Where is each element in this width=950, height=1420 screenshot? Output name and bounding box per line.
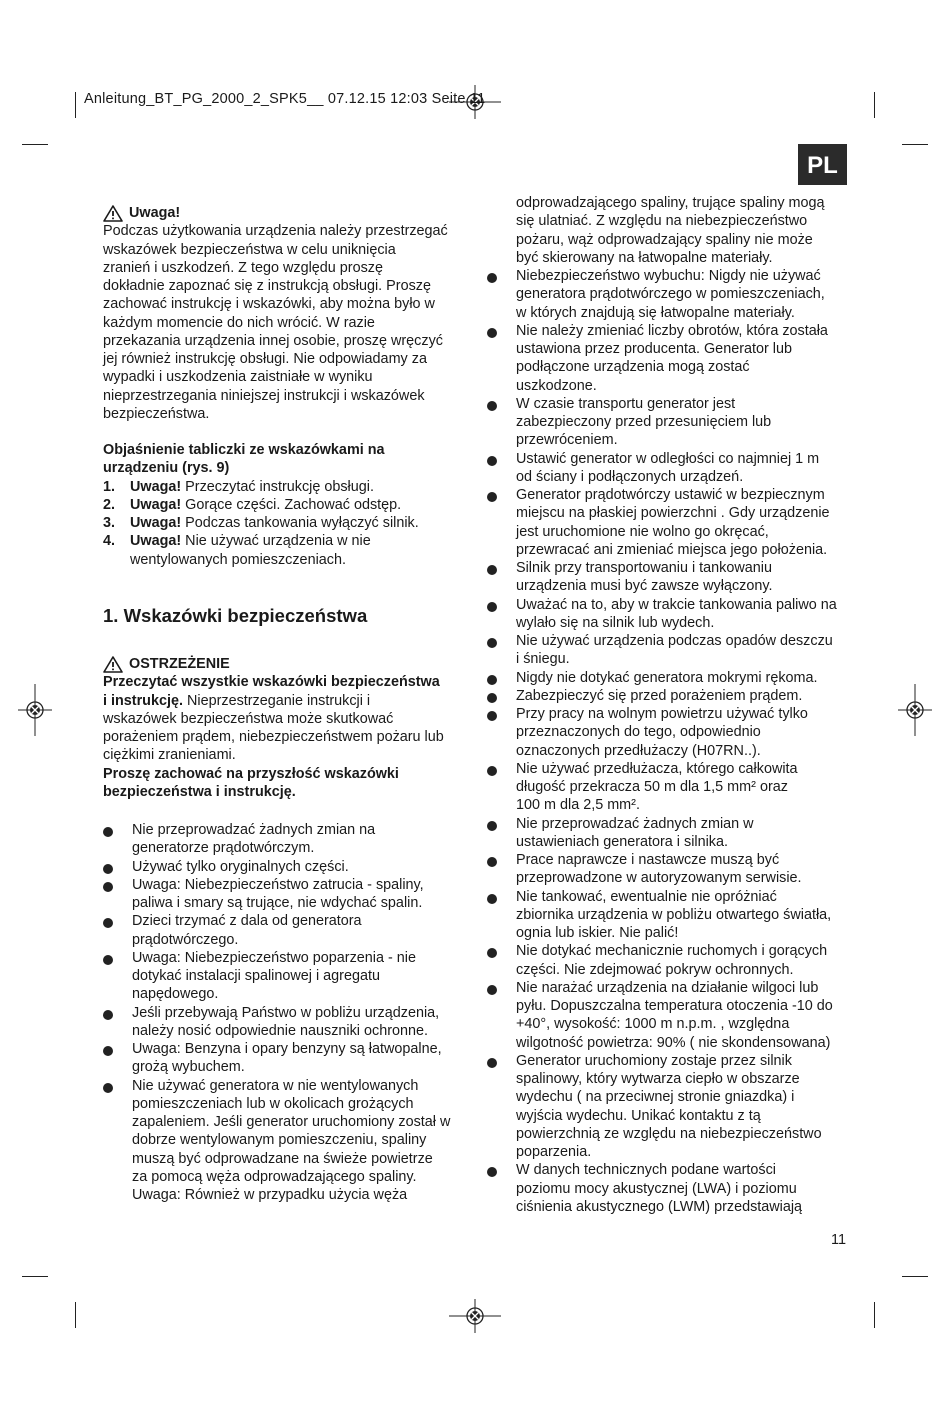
bullet-icon <box>487 888 516 943</box>
bullet-icon <box>103 1077 132 1205</box>
list-item: Nie używać urządzenia podczas opadów deszczu i śniegu. <box>516 632 852 669</box>
bullet-icon <box>487 1052 516 1162</box>
list-item: Generator uruchomiony zostaje przez silnik spalinowy, który wytwarza ciepło w obszarze wydechu ( na przeciwnej stronie gniazdka) i wyjścia wydechu. Unikać kontaktu z tą powierzchnią ze względu na niebezpieczeństwo poparzenia. <box>516 1052 852 1162</box>
bullet-icon <box>487 760 516 815</box>
registration-mark-icon <box>898 684 932 736</box>
list-item: Nie przeprowadzać żadnych zmian w ustawieniach generatora i silnika. <box>516 815 852 852</box>
crop-mark <box>874 1302 875 1328</box>
list-item: Jeśli przebywają Państwo w pobliżu urządzenia, należy nosić odpowiednie nauszniki ochronne. <box>103 1004 468 1041</box>
bullet-icon <box>487 395 516 450</box>
plate-item: 3. Uwaga! Podczas tankowania wyłączyć silnik. <box>103 515 419 531</box>
list-item: Uwaga: Benzyna i opary benzyny są łatwopalne, grożą wybuchem. <box>103 1040 468 1077</box>
bullet-icon <box>487 596 516 633</box>
bullet-icon <box>103 858 132 876</box>
bullet-icon <box>487 267 516 322</box>
bullet-icon <box>487 687 516 705</box>
right-column <box>487 194 852 1216</box>
list-item: Przy pracy na wolnym powietrzu używać tylko przeznaczonych do tego, odpowiednio oznaczonych przedłużaczy (H07RN..). <box>516 705 852 760</box>
plate-item: 4. Uwaga! Nie używać urządzenia w nie wentylowanych pomieszczeniach. <box>103 533 371 568</box>
list-item: Nie przeprowadzać żadnych zmian na generatorze prądotwórczym. <box>103 821 468 858</box>
bullet-icon <box>487 942 516 979</box>
list-item: Uwaga: Niebezpieczeństwo zatrucia - spaliny, paliwa i smary są trujące, nie wdychać spalin. <box>103 876 468 913</box>
list-item: Nie narażać urządzenia na działanie wilgoci lub pyłu. Dopuszczalna temperatura otoczenia -10 do +40°, wysokość: 1000 m n.p.m. , względna wilgotność powietrza: 90% ( nie skondensowana) <box>516 979 852 1052</box>
list-item: Nie dotykać mechanicznie ruchomych i gorących części. Nie zdejmować pokryw ochronnych. <box>516 942 852 979</box>
crop-mark <box>902 144 928 145</box>
plate-heading: Objaśnienie tabliczki ze wskazówkami na urządzeniu (rys. 9) <box>103 442 385 477</box>
list-item: Nie należy zmieniać liczby obrotów, która została ustawiona przez producenta. Generator lub podłączone urządzenia mogą zostać uszkodzone. <box>516 322 852 395</box>
list-item: Zabezpieczyć się przed porażeniem prądem. <box>516 687 852 705</box>
intro-warning-title: Uwaga! <box>129 205 181 221</box>
bullet-icon <box>487 1161 516 1216</box>
bullet-icon <box>103 876 132 913</box>
section-title: 1. Wskazówki bezpieczeństwa <box>103 604 368 626</box>
list-item: W czasie transportu generator jest zabezpieczony przed przesunięciem lub przewróceniem. <box>516 395 852 450</box>
warning-triangle-icon <box>103 205 123 222</box>
crop-mark <box>874 92 875 118</box>
bullet-icon <box>103 949 132 1004</box>
list-item: Niebezpieczeństwo wybuchu: Nigdy nie używać generatora prądotwórczego w pomieszczeniach, w których znajdują się łatwopalne materiały. <box>516 267 852 322</box>
page-number: 11 <box>831 1232 847 1248</box>
bullet-icon <box>487 815 516 852</box>
list-item: Prace naprawcze i nastawcze muszą być przeprowadzone w autoryzowanym serwisie. <box>516 851 852 888</box>
bullet-icon <box>103 1040 132 1077</box>
bullet-icon <box>487 559 516 596</box>
crop-mark <box>75 92 76 118</box>
bullet-icon <box>103 1004 132 1041</box>
warning-heading <box>103 655 468 673</box>
bullet-icon <box>487 322 516 395</box>
safety-list-left <box>103 821 468 1204</box>
list-item: Uważać na to, aby w trakcie tankowania paliwo na wylało się na silnik lub wydech. <box>516 596 852 633</box>
bullet-icon <box>487 450 516 487</box>
continuation-text: odprowadzającego spaliny, trujące spaliny mogą się ulatniać. Z względu na niebezpieczeństwo pożaru, wąż odprowadzający spaliny nie może być skierowany na łatwopalne materiały. <box>516 195 825 266</box>
registration-mark-icon <box>18 684 52 736</box>
list-item: Dzieci trzymać z dala od generatora prądotwórczego. <box>103 912 468 949</box>
print-slug: Anleitung_BT_PG_2000_2_SPK5__ 07.12.15 12:03 Seite 11 <box>84 91 486 107</box>
crop-mark <box>75 1302 76 1328</box>
list-item: W danych technicznych podane wartości poziomu mocy akustycznej (LWA) i poziomu ciśnienia akustycznego (LWM) przedstawiają <box>516 1161 852 1216</box>
bullet-icon <box>487 979 516 1052</box>
bullet-icon <box>487 851 516 888</box>
list-item: Silnik przy transportowaniu i tankowaniu urządzenia musi być zawsze wyłączony. <box>516 559 852 596</box>
plate-item: 2. Uwaga! Gorące części. Zachować odstęp. <box>103 496 402 513</box>
crop-mark <box>902 1276 928 1277</box>
crop-mark <box>22 144 48 145</box>
safety-list-right <box>487 267 852 1216</box>
list-item: Uwaga: Niebezpieczeństwo poparzenia - nie dotykać instalacji spalinowej i agregatu napędowego. <box>103 949 468 1004</box>
list-item: Nigdy nie dotykać generatora mokrymi rękoma. <box>516 669 852 687</box>
warning-title: OSTRZEŻENIE <box>129 656 230 672</box>
language-badge: PL <box>798 144 847 185</box>
plate-list <box>103 478 468 569</box>
bullet-icon <box>487 669 516 687</box>
plate-item: 1. Uwaga! Przeczytać instrukcję obsługi. <box>103 478 374 495</box>
left-column <box>103 194 468 1204</box>
list-item: Generator prądotwórczy ustawić w bezpiecznym miejscu na płaskiej powierzchni . Gdy urządzenie jest uruchomione nie wolno go okręcać, przewracać ani zmieniać miejsca jego położenia. <box>516 486 852 559</box>
crop-mark <box>22 1276 48 1277</box>
bullet-icon <box>103 821 132 858</box>
bullet-icon <box>487 632 516 669</box>
warning-text: Przeczytać wszystkie wskazówki bezpieczeństwa i instrukcję. Nieprzestrzeganie instrukcji i wskazówek bezpieczeństwa może skutkować porażeniem prądem, niebezpieczeństwem pożaru lub ciężkimi zranieniami. <box>103 674 444 764</box>
keep-instructions-note: Proszę zachować na przyszłość wskazówki bezpieczeństwa i instrukcję. <box>103 765 399 800</box>
intro-warning-heading <box>103 204 468 222</box>
list-item: Nie używać przedłużacza, którego całkowita długość przekracza 50 m dla 1,5 mm² oraz 100 m dla 2,5 mm². <box>516 760 852 815</box>
registration-mark-icon <box>449 1299 501 1333</box>
bullet-icon <box>103 912 132 949</box>
warning-triangle-icon <box>103 656 123 673</box>
bullet-icon <box>487 705 516 760</box>
list-item: Nie tankować, ewentualnie nie opróżniać zbiornika urządzenia w pobliżu otwartego światła, ognia lub iskier. Nie palić! <box>516 888 852 943</box>
list-item: Nie używać generatora w nie wentylowanych pomieszczeniach lub w okolicach grożących zapaleniem. Jeśli generator uruchomiony został w dobrze wentylowanym pomieszczeniu, spaliny muszą być odprowadzane na świeże powietrze za pomocą węża odprowadzającego spaliny. Uwaga: Również w przypadku użycia węża <box>103 1077 468 1205</box>
list-item: Ustawić generator w odległości co najmniej 1 m od ściany i podłączonych urządzeń. <box>516 450 852 487</box>
intro-warning-text: Podczas użytkowania urządzenia należy przestrzegać wskazówek bezpieczeństwa w celu uniknięcia zranień i uszkodzeń. Z tego względu proszę dokładnie zapoznać się z instrukcją obsługi. Proszę zachować instrukcję i wskazówki, aby można było w każdym momencie do nich wrócić. W razie przekazania urządzenia innej osobie, proszę wręczyć jej również instrukcję obsługi. Nie odpowiadamy za wypadki i uszkodzenia zaistniałe w wyniku nieprzestrzegania niniejszej instrukcji i wskazówek bezpieczeństwa. <box>103 223 448 422</box>
bullet-icon <box>487 486 516 559</box>
list-item: Używać tylko oryginalnych części. <box>103 858 468 876</box>
